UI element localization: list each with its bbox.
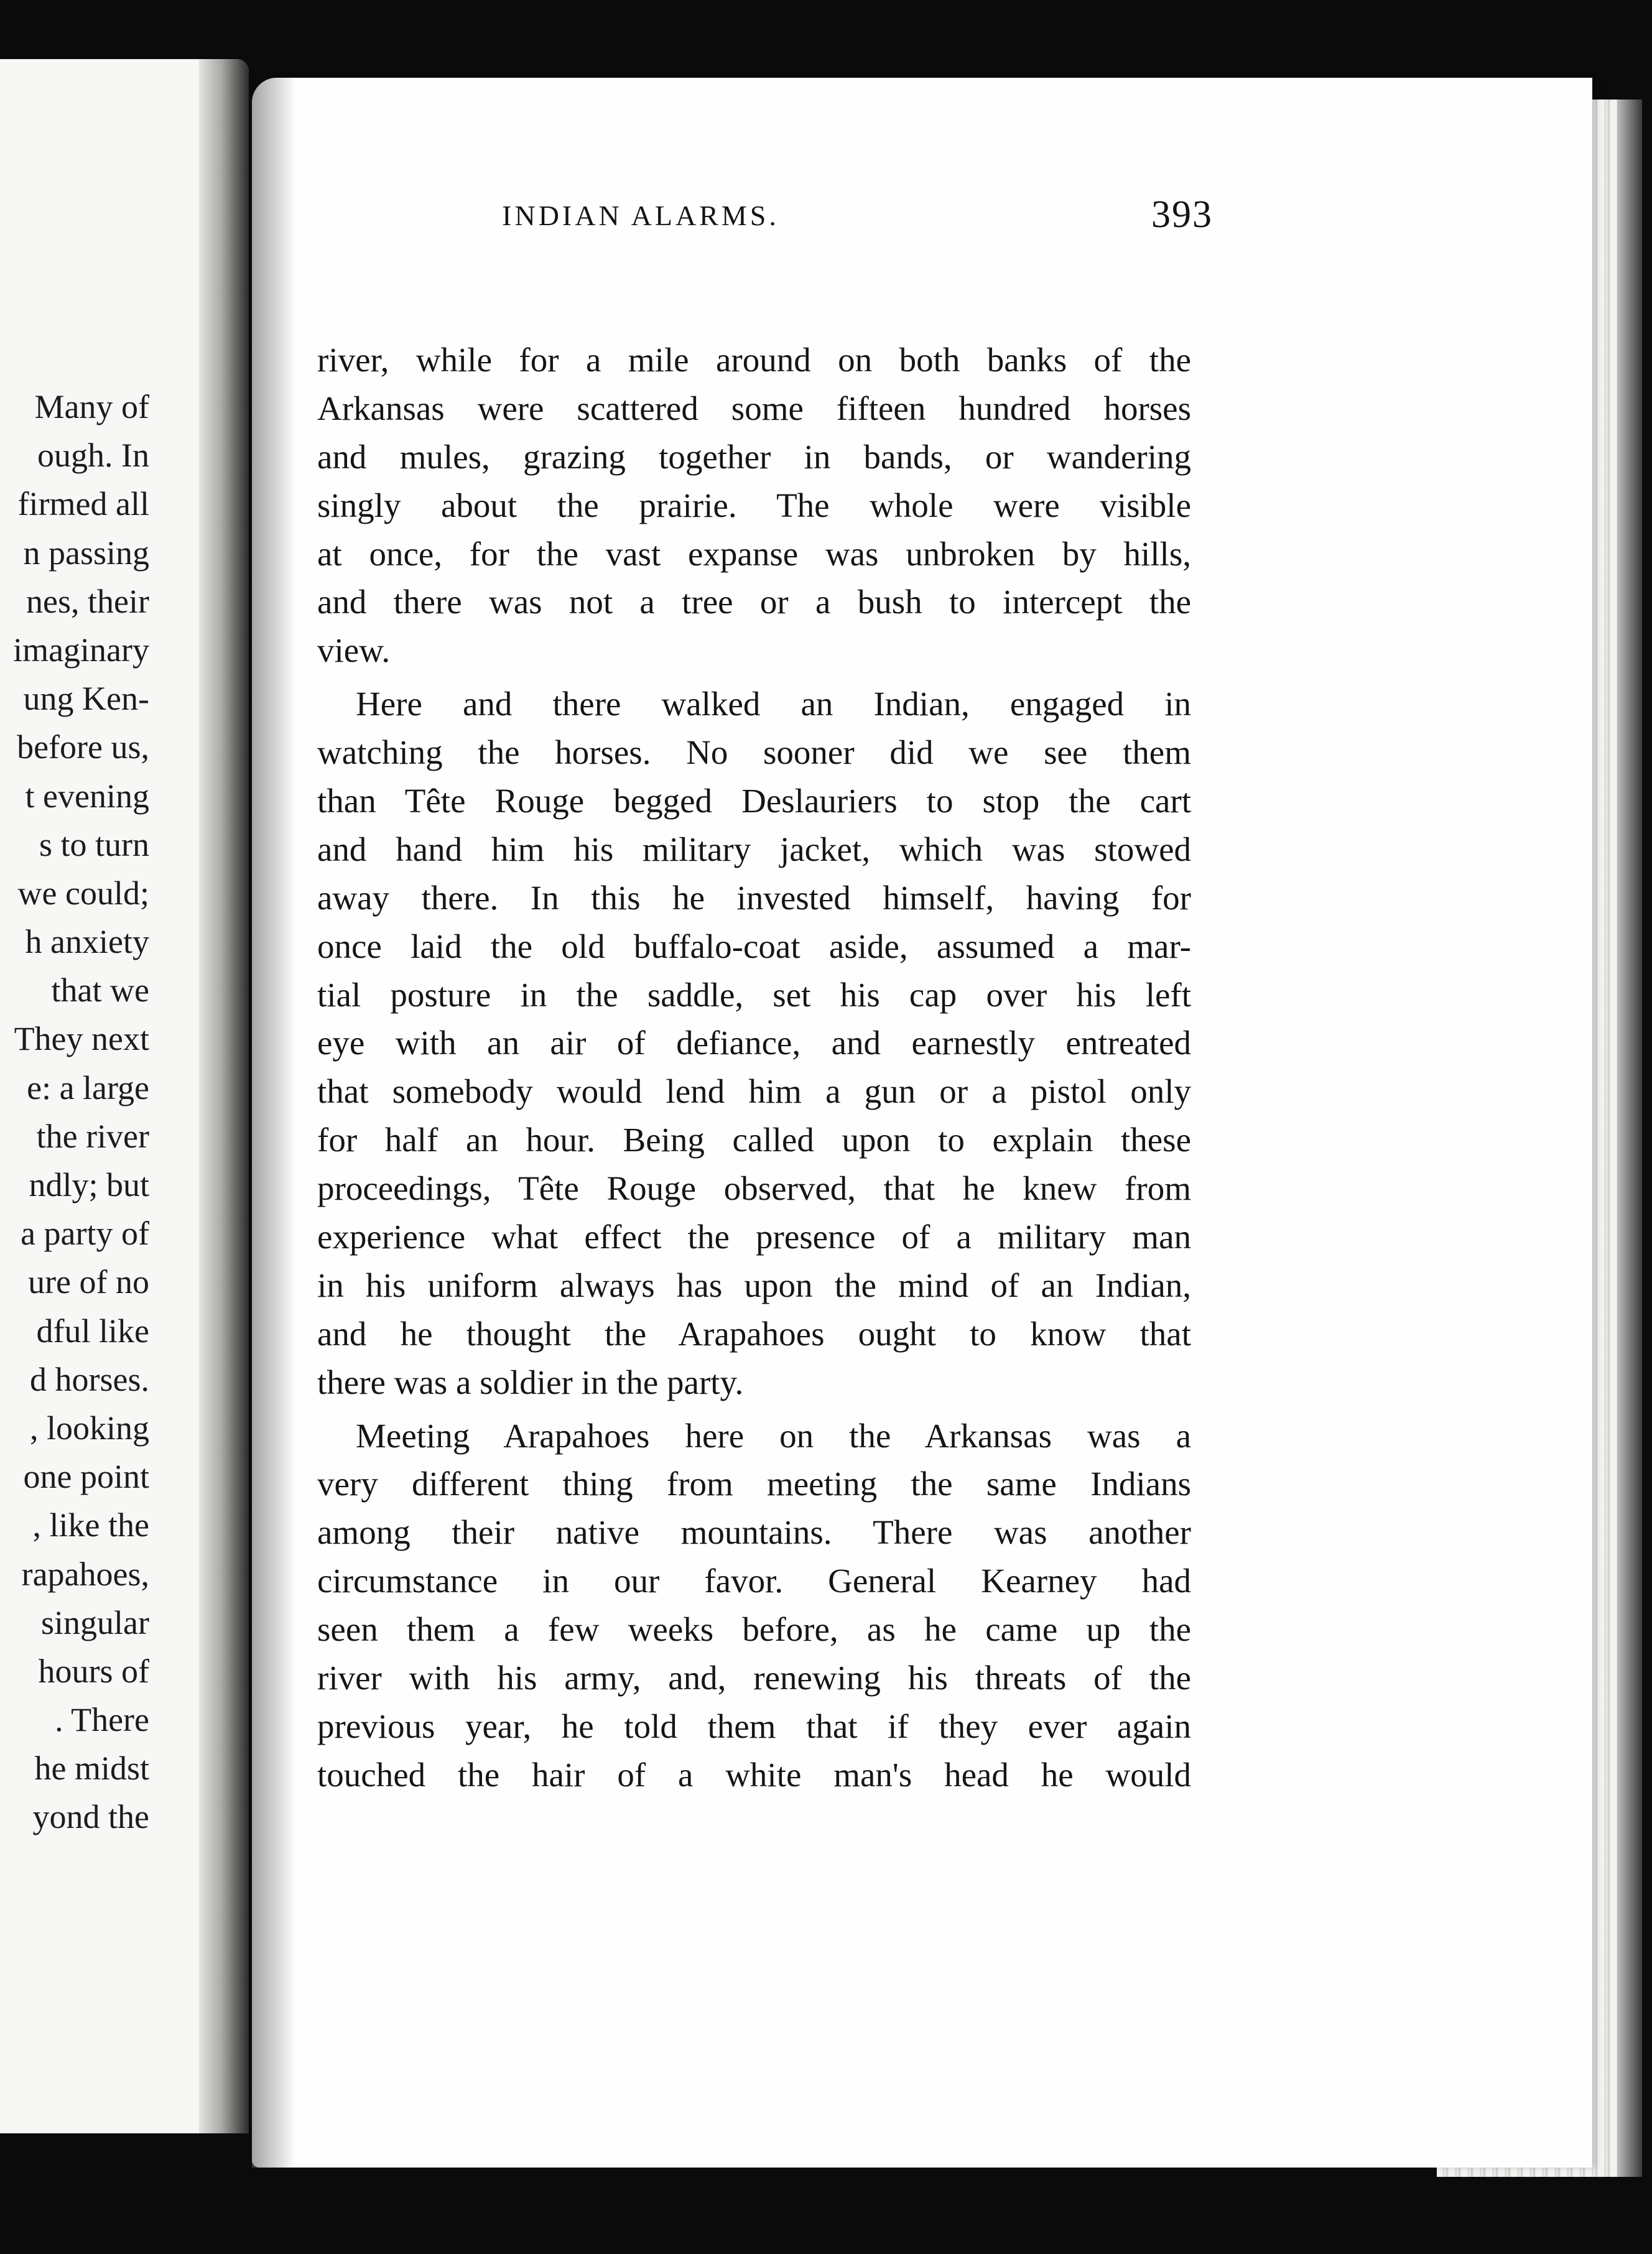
left-page-line: , like the xyxy=(32,1506,149,1544)
left-page-line: a party of xyxy=(21,1215,149,1253)
left-page-line: rapahoes, xyxy=(21,1555,149,1593)
left-page xyxy=(0,59,249,2133)
text-line: singly about the prairie. The whole were visible xyxy=(317,486,1191,524)
left-page-line: , looking xyxy=(29,1409,149,1447)
text-line: touched the hair of a white man's head he would xyxy=(317,1755,1191,1794)
left-page-line: n passing xyxy=(23,534,149,572)
running-title: INDIAN ALARMS. xyxy=(502,200,779,231)
page-number: 393 xyxy=(1151,193,1213,236)
left-page-line: h anxiety xyxy=(25,923,149,961)
text-line: experience what effect the presence of a military man xyxy=(317,1218,1191,1256)
text-line: and he thought the Arapahoes ought to know that xyxy=(317,1314,1191,1353)
left-gutter-shadow xyxy=(199,59,249,2133)
left-page-line: we could; xyxy=(17,874,149,912)
text-line: there was a soldier in the party. xyxy=(317,1363,744,1401)
text-line: that somebody would lend him a gun or a pistol only xyxy=(317,1072,1191,1111)
left-page-line: ung Ken- xyxy=(23,680,149,718)
running-head xyxy=(361,193,1213,243)
text-line: proceedings, Tête Rouge observed, that he knew from xyxy=(317,1169,1191,1208)
text-line: view. xyxy=(317,631,391,670)
text-line: and there was not a tree or a bush to intercept the xyxy=(317,583,1191,621)
text-line: tial posture in the saddle, set his cap over his left xyxy=(317,975,1191,1014)
text-line: watching the horses. No sooner did we see them xyxy=(317,733,1191,772)
text-line: circumstance in our favor. General Kearney had xyxy=(317,1562,1191,1600)
left-page-line: one point xyxy=(23,1458,149,1496)
left-page-line: ough. In xyxy=(37,437,149,475)
left-page-line: d horses. xyxy=(30,1360,149,1398)
text-line: river, while for a mile around on both banks of the xyxy=(317,341,1191,379)
left-page-line: the river xyxy=(36,1117,149,1155)
text-line: for half an hour. Being called upon to explain these xyxy=(317,1121,1191,1159)
left-page-line: hours of xyxy=(38,1652,149,1690)
text-line: at once, for the vast expanse was unbroken by hills, xyxy=(317,534,1191,573)
text-line: seen them a few weeks before, as he came up the xyxy=(317,1610,1191,1649)
text-line: Here and there walked an Indian, engaged in xyxy=(356,685,1191,723)
left-page-line: . There xyxy=(55,1701,149,1739)
left-page-line: ure of no xyxy=(28,1263,149,1301)
text-line: than Tête Rouge begged Deslauriers to stop the cart xyxy=(317,782,1191,820)
spine-shadow xyxy=(252,78,295,2168)
paragraph-gap xyxy=(317,675,1191,680)
left-page-line: nes, their xyxy=(26,582,149,620)
text-line: and hand him his military jacket, which was stowed xyxy=(317,830,1191,868)
text-line: river with his army, and, renewing his threats of the xyxy=(317,1659,1191,1697)
left-page-line: before us, xyxy=(17,728,149,766)
paragraph-gap xyxy=(317,1407,1191,1412)
text-line: among their native mountains. There was another xyxy=(317,1513,1191,1552)
text-line: eye with an air of defiance, and earnestly entreated xyxy=(317,1024,1191,1062)
text-line: very different thing from meeting the same Indians xyxy=(317,1465,1191,1503)
text-line: Meeting Arapahoes here on the Arkansas was a xyxy=(356,1416,1191,1455)
text-line: once laid the old buffalo-coat aside, assumed a mar- xyxy=(317,927,1191,965)
text-line: Arkansas were scattered some fifteen hundred horses xyxy=(317,389,1191,427)
text-line: away there. In this he invested himself, having for xyxy=(317,878,1191,917)
left-page-line: t evening xyxy=(25,777,149,815)
left-page-line: Many of xyxy=(34,388,149,425)
left-page-line: imaginary xyxy=(13,631,149,669)
left-page-line: that we xyxy=(51,972,149,1009)
left-page-line: s to turn xyxy=(39,825,149,863)
left-page-line: dful like xyxy=(36,1312,149,1350)
left-page-line: he midst xyxy=(34,1750,149,1788)
left-page-line: singular xyxy=(41,1603,149,1641)
left-page-line: e: a large xyxy=(27,1069,149,1106)
left-page-text xyxy=(0,383,149,1842)
left-page-line: yond the xyxy=(32,1798,149,1836)
left-page-line: They next xyxy=(14,1020,149,1058)
text-line: and mules, grazing together in bands, or wandering xyxy=(317,437,1191,476)
left-page-line: firmed all xyxy=(17,485,149,523)
text-line: previous year, he told them that if they ever again xyxy=(317,1707,1191,1745)
body-text xyxy=(317,336,1191,1799)
text-line: in his uniform always has upon the mind of an Indian, xyxy=(317,1266,1191,1304)
left-page-line: ndly; but xyxy=(29,1166,149,1204)
